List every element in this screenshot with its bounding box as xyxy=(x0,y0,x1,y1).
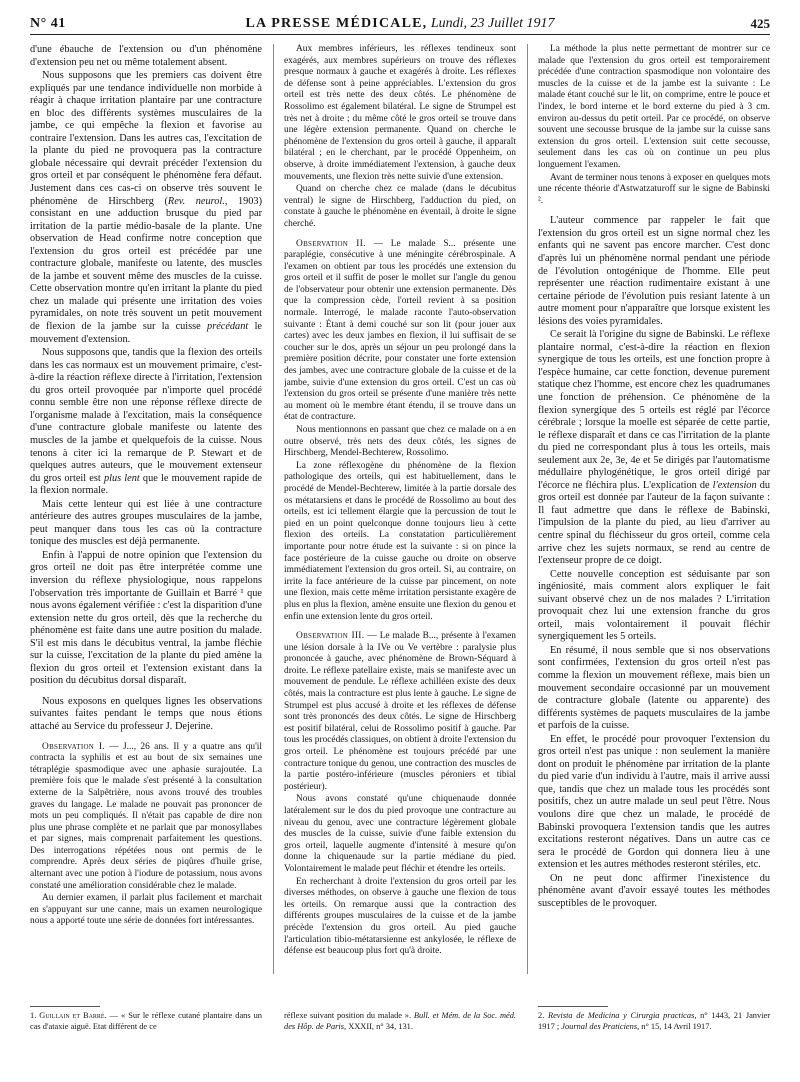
footnote-rule xyxy=(538,1006,608,1007)
paragraph: La zone réflexogène du phénomène de la flexion pathologique des orteils, qui est habituellement, dans le procédé de Mendel-Bechterew, limitée à la partie dorsale des os métatarsiens et dans le procédé de Rossolimo au bout des orteils, est ici tellement élargie que la percussion de tout le pied en un point quelconque donne toujours lieu à cette flexion des orteils. La constatation particulièrement importante pour notre étude est la suivante : si on pince la face postérieure de la cuisse gauche ou droite on observe immédiatement l'extension du gros orteil. Si, au contraire, on irrite la face antérieure de la cuisse par pincement, on note une flexion, mais cette même irritation persistante exagère de plus en plus la flexion, amène ensuite une flexion du genou et enfin une extension lente du gros orteil. xyxy=(284,460,516,622)
header-title xyxy=(30,16,770,32)
paragraph: Nous mentionnons en passant que chez ce malade on a en outre observé, très nets des deux côtés, les signes de Hirschberg, Mendel-Bechterew, Rossolimo. xyxy=(284,425,516,459)
paragraph: L'auteur commence par rappeler le fait que l'extension du gros orteil est un signe normal chez les enfants qui ne savent pas encore marcher. C'est donc d'après lui un phénomène normal pendant une période de l'évolution ontogénique de l'homme. Elle peut représenter une réaction rudimentaire existant à une certaine période de l'évolution puis resiant latente à un autre moment pour n'apparaître que lorsque existent les lésions des voies pyramidales. xyxy=(538,215,770,327)
paragraph: On ne peut donc affirmer l'inexistence du phénomène avant d'avoir essayé toutes les méthodes susceptibles de le provoquer. xyxy=(538,872,770,909)
paragraph: La méthode la plus nette permettant de montrer sur ce malade que l'extension du gros orteil est temporairement précédée d'une contraction spasmodique non volontaire des muscles de la cuisse et de la jambe est la suivante : Le malade étant couché sur le lit, on comprime, entre le pouce et l'index, le bord interne et le bord externe du pied à 3 cm. environ au-dessus du petit orteil. Par ce procédé, on observe souvent une secousse brusque de la jambe sur la cuisse sans extension du gros orteil. L'extension suit cette secousse, seulement dans les cas où on continue un peu plus longuement l'examen. xyxy=(538,44,770,170)
footnote-2: 2. Revista de Medicina y Cirurgia practicas, n° 1443, 21 Janvier 1917 ; Journal des Praticiens, n° 15, 14 Avril 1917. xyxy=(538,1011,770,1031)
observation-3: Observation III. — Le malade B..., présente à l'examen une lésion dorsale à la IVe ou Ve vertèbre : paralysie plus prononcée à gauche, avec phénomène de Brown-Séquard à droite. Le réflexe patellaire existe, mais se manifeste avec un mouvement de pendule. Le réflexe achilléen existe des deux côtés, mais la contracture est plus lente à gauche. Le signe de Strumpel est plus accusé à droite et les réflexes de défense sont très prononcés des deux côtés. Le signe de Hirschberg est positif bilatéral, celui de Rossolimo positif à gauche. Par tous les procédés classiques, on obtient à droite l'extension du gros orteil. Le phénomène est toujours précédé par une contracture tonique du genou, une contraction des muscles de la partie postéro-inférieure (muscles péroniers et tibial postérieur). xyxy=(284,631,516,792)
page-number: 425 xyxy=(750,16,770,31)
paragraph: En recherchant à droite l'extension du gros orteil par les diverses méthodes, on observe à gauche une flexion de tous les orteils. On remarque aussi que la contraction des différents groupes musculaires de la cuisse et de la jambe précède l'extension du gros orteil. Au pied gauche l'articulation tibio-métatarsienne est ankylosée, le réflexe de défense est beaucoup plus fort qu'à droite. xyxy=(284,876,516,957)
header-rule xyxy=(30,34,770,35)
footnote-1-continued: réflexe suivant position du malade ». Bull. et Mém. de la Soc. méd. des Hôp. de Paris, XXXII, n° 34, 131. xyxy=(284,1011,516,1031)
paragraph: En effet, le procédé pour provoquer l'extension du gros orteil n'est pas unique : non seulement la manière dont on produit le phénomène par irritation de la plante du pied varie d'un individu à l'autre, mais il arrive aussi que, tandis que chez un malade tous les procédés sont positifs, chez un autre malade un seul peut l'être. Nous voulons dire que chez un malade, le procédé de Babinski provoquera l'extension tandis que les autres excitations resteront négatives. Dans un autre cas ce sera le procédé de Gordon qui donnera lieu à une extension et les autres méthodes resteront stériles, etc. xyxy=(538,733,770,871)
paragraph: Aux membres inférieurs, les réflexes tendineux sont exagérés, aux membres supérieurs on trouve des réflexes presque normaux à gauche et exagérés à droite. Les réflexes de défense sont à peine appréciables. L'extension du gros orteil est très nette des deux côtés. Le phénomène de Rossolimo est également bilatéral. Le signe de Strumpel est très net à droite ; du même côté le gros orteil se trouve dans une légère extension permanente. Quand on cherche le phénomène de l'extension du gros orteil à gauche, il apparaît bilatéral ; en le cherchant, par le procédé Oppenheim, on observe, à droite immédiatement l'extension, à gauche deux mouvements, une flexion très nette suivie d'une extension. xyxy=(284,44,516,182)
paragraph: Nous supposons que, tandis que la flexion des orteils dans les cas normaux est un mouvement primaire, c'est-à-dire la réaction réflexe directe à l'irritation, l'extension du gros orteil provoquée par n'importe quel procédé connu semble être non une réponse réflexe directe de l'organisme malade à l'excitation, mais la conséquence d'une contracture globale manifeste ou latente des muscles de la jambe et quelquefois de la cuisse. Nous tenons à citer ici la remarque de P. Stewart et de quelques autres auteurs, que le mouvement extenseur du gros orteil est plus lent que le mouvement rapide de la flexion normale. xyxy=(30,347,262,497)
footnote-rule xyxy=(30,1006,100,1007)
issue-date: Lundi, 23 Juillet 1917 xyxy=(430,16,555,31)
observation-label: Observation II. xyxy=(296,238,366,249)
paragraph: Enfin à l'appui de notre opinion que l'extension du gros orteil ne doit pas être interprétée comme une inversion du réflexe physiologique, nous rappelons l'observation très importante de Guillain et Barré ¹ que nous avons également vérifiée : c'est la disparition d'une extension nette du gros orteil, dès que la recherche du phénomène est faite dans une autre position du malade. S'il est mis dans le décubitus ventral, la jambe fléchie sur la cuisse, l'excitation de la plante du pied amène la flexion du gros orteil et l'extension existant dans la position du décubitus dorsal disparaît. xyxy=(30,549,262,687)
paragraph: Nous supposons que les premiers cas doivent être expliqués par une tendance individuelle non morbide à réagir à chaque irritation plantaire par une contracture en bloc des différents systèmes musculaires de la jambe, ce qui empêche la flexion et favorise au contraire l'extension. Dans les autres cas, l'excitation de la plante du pied ne provoquera pas la contracture globale nécessaire qui devrait précéder l'extension du gros orteil et par conséquent le phénomène fera défaut. Justement dans ces cas-ci on observe très souvent le phénomène de Hirschberg (Rev. neurol., 1903) consistant en une adduction brusque du pied par irritation de la partie médio-basale de la plante. Une observation de Head confirme notre conception que l'extension du gros orteil est précédée par une contracture globale, manifeste ou latente, des muscles de la jambe et souvent même des muscles de la cuisse. Cette observation montre qu'en irritant la plante du pied chez un malade qui présente une irritation des voies pyramidales, on note très souvent un petit mouvement de flexion de la jambe sur la cuisse précédant le mouvement d'extension. xyxy=(30,70,262,345)
footnote-1: 1. Guillain et Barré. — « Sur le réflexe cutané plantaire dans un cas d'ataxie aiguë. Etat différent de ce xyxy=(30,1011,262,1031)
observation-2: Observation II. — Le malade S... présente une paraplégie, consécutive à une méningite cérébrospinale. A l'examen on obtient par tous les procédés une extension du gros orteil et il suffit de poser le mollet sur l'angle du genou de l'observateur pour obtenir une extension permanente. Dès que la compression cède, l'orteil revient à sa position normale. Interrogé, le malade raconte l'auto-observation suivante : Étant à demi couché sur son lit (pour jouer aux cartes) avec les deux jambes en flexion, il lui suffisait de se coucher sur le dos, après un séjour un peu prolongé dans la première position décrite, pour constater une forte extension des jambes, avec une contracture globale de la cuisse et de la jambe, suivie d'une extension du gros orteil. C'est un cas où l'extension du gros orteil se présente d'une manière très nette au moment où le membre étant étendu, il se trouve dans un état de contracture. xyxy=(284,238,516,423)
paragraph: d'une ébauche de l'extension ou d'un phénomène d'extension peu net ou même totalement absent. xyxy=(30,44,262,68)
issue-number: N° 41 xyxy=(30,16,66,31)
paragraph: Ce serait là l'origine du signe de Babinski. Le réflexe plantaire normal, c'est-à-dire la réaction en flexion synergique de tous les orteils, est une fonction propre à l'espèce humaine, car cette fonction, devenue purement statique chez l'homme, est encore chez les quadrumanes une fonction de préhension. Ce phénomène de la flexion synergique des 5 orteils est réglé par l'écorce cérébrale ; lorsque la moelle est séparée de cette partie, le réflexe disparaît et dans ce cas l'irritation de la plante du pied ne correspondant plus à tous les orteils, mais seulement aux 2e, 3e, 4e et 5e dirigés par l'automatisme médullaire phylogénétique, le gros orteil dirigé par l'écorce ne fléchira plus. L'explication de l'extension du gros orteil est donnée par l'auteur de la façon suivante : Il faut admettre que dans le réflexe de Babinski, l'impulsion de la plante du pied, au lieu d'arriver au centre spinal du fléchisseur du gros orteil, comme cela arrive chez les sujets normaux, se rend au centre de l'extenseur propre de ce doigt. xyxy=(538,329,770,567)
paragraph: Cette nouvelle conception est séduisante par son ingéniosité, mais comment alors expliquer le fait suivant observé chez un de nos malades ? L'irritation provoquait chez lui une extension franche du gros orteil, mais volontairement il pouvait fléchir synergiquement les 5 orteils. xyxy=(538,568,770,643)
paragraph: Avant de terminer nous tenons à exposer en quelques mots une récente théorie d'Astwatzaturoff sur le signe de Babinski ². xyxy=(538,172,770,206)
text-column-1 xyxy=(30,44,262,974)
paragraph: Nous avons constaté qu'une chiquenaude donnée latéralement sur le dos du pied provoque une contracture au niveau du genou, avec une contracture légèrement globale des muscles de la cuisse, suivie d'une faible extension du gros orteil, laquelle augmente d'intensité à mesure qu'on donne la chiquenaude sur la partie médiane du pied. Volontairement le malade peut fléchir et étendre les orteils. xyxy=(284,794,516,874)
journal-name: LA PRESSE MÉDICALE, xyxy=(245,16,428,31)
column-divider xyxy=(273,44,274,974)
text-column-2 xyxy=(284,44,516,974)
paragraph: En résumé, il nous semble que si nos observations sont confirmées, l'extension du gros orteil n'est pas comme la flexion un mouvement réflexe, mais bien un mouvement secondaire occasionné par un mouvement de contracture globale (latente ou apparente) des différents systèmes de paquets musculaires de la jambe et parfois de la cuisse. xyxy=(538,644,770,732)
paragraph: Quand on cherche chez ce malade (dans le décubitus ventral) le signe de Hirschberg, l'adduction du pied, on constate à gauche le phénomène en éventail, à droite le signe cherché. xyxy=(284,184,516,229)
text-column-3 xyxy=(538,44,770,974)
observation-label: Observation III. xyxy=(296,631,365,642)
paragraph: Nous exposons en quelques lignes les observations suivantes faites pendant le temps que nous étions attaché au Service du professeur J. Dejerine. xyxy=(30,695,262,732)
paragraph: Au dernier examen, il parlait plus facilement et marchait en s'appuyant sur une canne, mais un examen neurologique nous a apporté toute une série de données fort intéressantes. xyxy=(30,893,262,927)
column-divider xyxy=(527,44,528,974)
observation-label: Observation I. xyxy=(42,741,105,752)
observation-1: Observation I. — J..., 26 ans. Il y a quatre ans qu'il contracta la syphilis et est au bout de six semaines une tétraplégie spasmodique avec une aphasie surajoutée. La première fois que le malade s'est présenté à la consultation externe de la Salpêtrière, nous avons trouvé des troubles graves du langage. Le malade ne pouvait pas prononcer de mots un peu compliqués. Il n'était pas capable de dire non plus une phrase complète et ne parlait que par monosyllabes et par signes, mais comprenait parfaitement les questions. Des interrogations répétées nous ont permis de le comprendre. Après deux séries de piqûres d'huile grise, alternant avec une potion à l'iodure de potassium, nous avons constaté une amélioration considérable chez le malade. xyxy=(30,741,262,891)
paragraph: Mais cette lenteur qui est liée à une contracture antérieure des autres groupes musculaires de la jambe, peut manquer dans tous les cas où la contracture tonique des muscles est déjà permanente. xyxy=(30,498,262,548)
